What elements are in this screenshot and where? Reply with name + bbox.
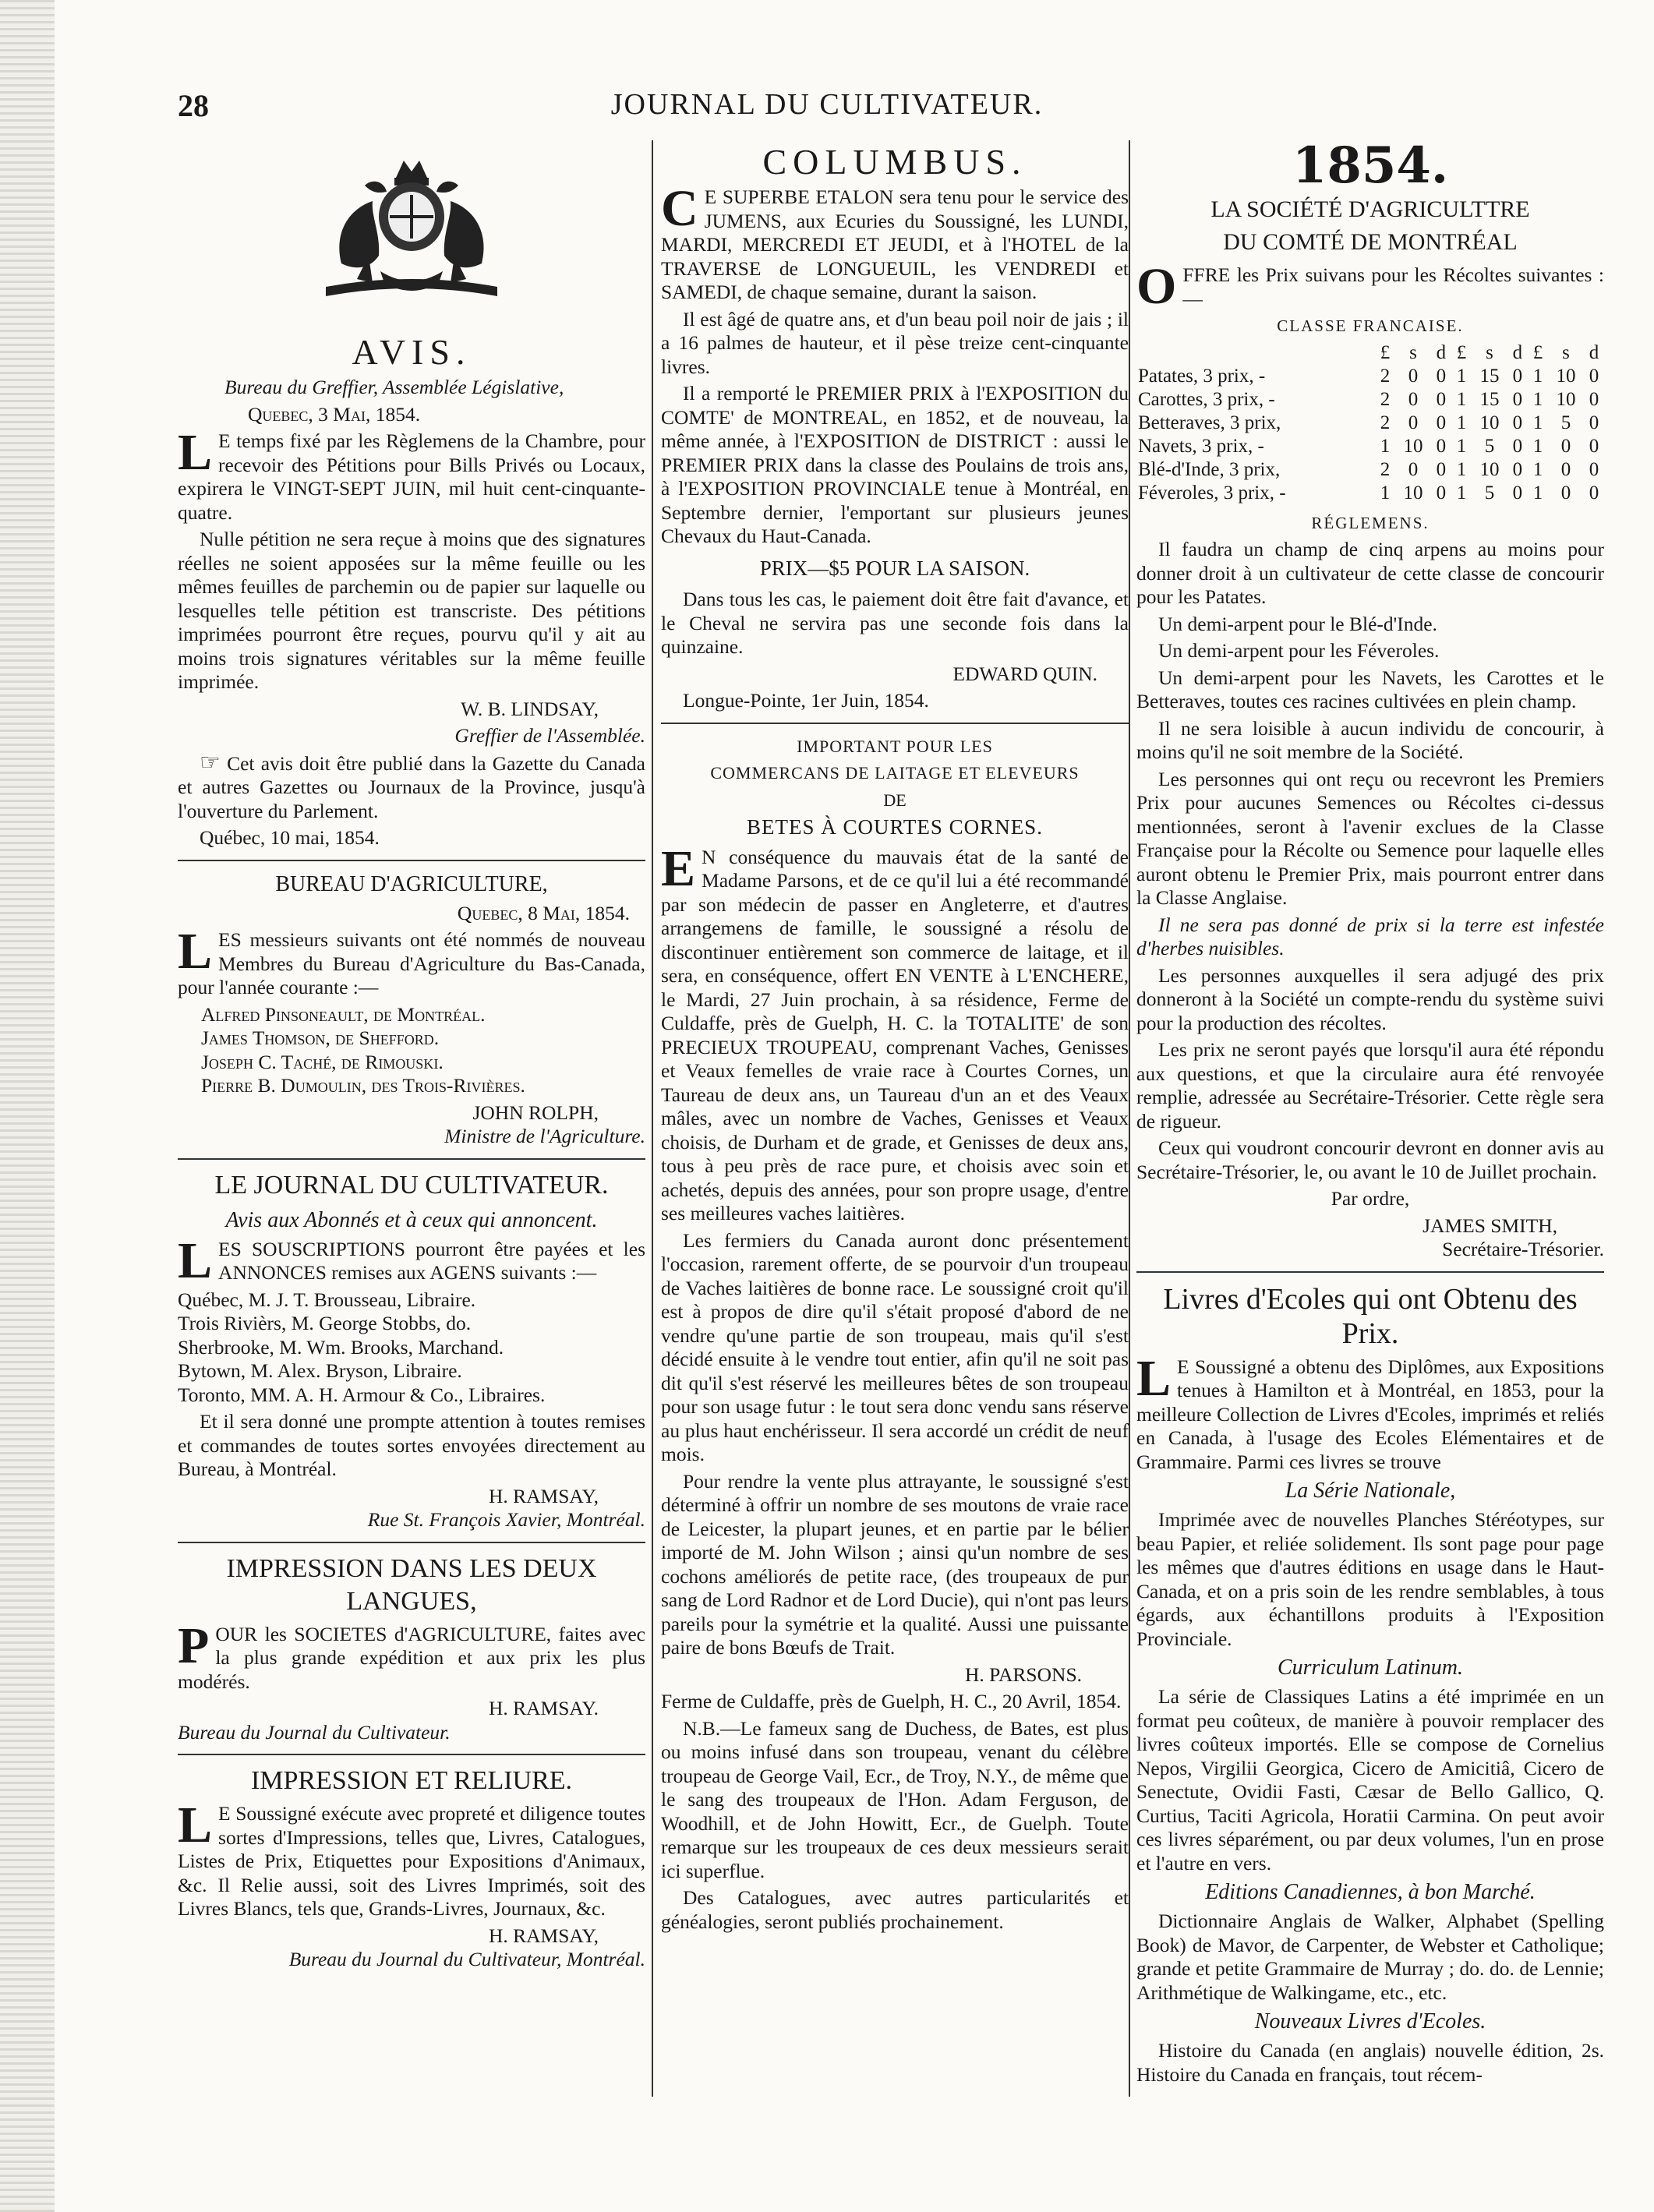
important-date: Ferme de Culdaffe, près de Guelph, H. C., 20 Avril, 1854. [661,1690,1122,1712]
bureau-title: BUREAU D'AGRICULTURE, [275,871,548,896]
drop-cap-l: L [178,1231,213,1289]
divider [178,1158,645,1160]
important-p3: Pour rendre la vente plus attrayante, le soussigné s'est déterminé à offrir un nombre de ses moutons de vraie race de Leicester, la plupart jeunes, et en partie par le bélier importé de M. John Wilson ; ainsi qu'un nombre de ses cochons améliorés de petite race, (des troupeaux de pur sang de Lord Radnor et de Lord Ducie), qui n'ont pas leurs pareils pour la symétrie et la qualité. Aussi une puissante paire de bons Bœufs de Trait. [661,1469,1129,1659]
reglement: Il ne sera loisible à aucun individu de concourir, à moins qu'il ne soit membre de la Société. [1136,716,1604,763]
important-nb: N.B.—Le fameux sang de Duchess, de Bates, est plus ou moins infusé dans son troupeau, venant du célèbre troupeau de George Vail, Ecr., de Troy, N.Y., de même que le sang des troupeaux de l'Hon. Adam Ferguson, de Woodhill, et de John Howitt, Ecr., de Guelph. Toute remarque sur les troupeaux de ces deux messieurs serait ici superflue. [661,1716,1129,1882]
prize-table-header: £ s d £ s d £ s d [1380,341,1599,363]
avis-office: Bureau du Greffier, Assemblée Législative, [224,376,564,398]
important-heading-1: IMPORTANT POUR LES [797,736,993,756]
divider [178,1754,645,1755]
drop-cap-o: O [1136,258,1177,315]
society-title-1: LA SOCIÉTÉ D'AGRICULTTRE [1210,196,1530,222]
column-rule-1 [652,140,653,2097]
divider [661,723,1129,724]
serie-title: La Série Nationale, [1285,1479,1456,1503]
reglement: Les prix ne seront payés que lorsqu'il aura été répondu aux questions, et que la circulaire aura été renvoyée remplie, adressée au Secrétaire-Trésorier. Cette règle sera de rigueur. [1136,1038,1604,1133]
reglement: Un demi-arpent pour les Féveroles. [1158,639,1440,662]
important-p2: Les fermiers du Canada auront donc présentement l'occasion, rarement offerte, de se pourvoir d'un troupeau de Vaches laitières de bonne race. Le soussigné croit qu'il est à propos de dire qu'il s'était proposé d'abord de ne vendre qu'une partie de son troupeau, mais qu'il s'est décidé ensuite à le vendre tout entier, afin qu'il ne soit pas dit qu'il s'est réservé les meilleures bêtes de son troupeau pour son usage futur : le tout sera donc vendu sans réserve au plus haut enchérisseur. Il sera accordé un crédit de neuf mois. [661,1228,1129,1465]
bureau-member: Alfred Pinsoneault, de Montréal. [201,1002,486,1026]
impression-body-2: L E Soussigné exécute avec propreté et diligence toutes sortes d'Impressions, telles que, Livres, Catalogues, Listes de Prix, Etiquettes pour Expositions d'Animaux, &c. Il Relie aussi, soit des Livres Imprimés, soit des Livres Blancs, tels que, Grands-Livres, Journaux, &c. [178,1797,645,1920]
bureau-signer-title: Ministre de l'Agriculture. [444,1125,645,1147]
columbus-title: COLUMBUS. [762,142,1027,182]
column-3 [1136,136,1604,2090]
agent: Trois Rivièrs, M. George Stobbs, do. [178,1312,472,1334]
scanned-page-edge [0,0,55,2212]
curriculum-title: Curriculum Latinum. [1277,1655,1464,1680]
page-number: 28 [178,88,209,123]
important-heading-2: COMMERCANS DE LAITAGE ET ELEVEURS [710,763,1080,783]
important-heading-4: BETES À COURTES CORNES. [747,815,1043,839]
column-2 [661,139,1129,1937]
drop-cap-l: L [178,424,213,481]
agent: Sherbrooke, M. Wm. Brooks, Marchand. [178,1335,504,1359]
royal-crest-icon [310,154,513,326]
nouveaux-body: Histoire du Canada (en anglais) nouvelle édition, 2s. Histoire du Canada en français, tout récem- [1136,2039,1604,2086]
par-ordre: Par ordre, [1331,1187,1410,1210]
drop-cap-l: L [178,923,213,980]
avis-title: AVIS. [352,332,472,372]
journal-subtitle: Avis aux Abonnés et à ceux qui annoncent. [225,1207,598,1232]
bureau-date: Quebec, 8 Mai, 1854. [457,901,630,924]
divider [178,860,645,861]
avis-date: Quebec, 3 Mai, 1854. [248,402,421,426]
reglement: Il faudra un champ de cinq arpens au moins pour donner droit à un cultivateur de cette classe de concourir pour les Patates. [1136,538,1604,608]
drop-cap-l: L [1136,1349,1172,1407]
drop-cap-c: C [661,180,698,237]
table-row: Betteraves, 3 prix, 2 0 0 1 10 0 1 5 0 [1138,412,1599,433]
agent: Québec, M. J. T. Brousseau, Libraire. [178,1288,476,1311]
reglemens-heading: RÉGLEMENS. [1311,513,1430,532]
divider [178,1542,645,1543]
bureau-member: James Thomson, de Shefford. [201,1026,440,1049]
reglement: Les personnes qui ont reçu ou recevront les Premiers Prix pour aucunes Semences ou Récoltes ci-dessus mentionnées, seront à l'avenir exclues de la Classe Française pour la Récolte ou Semence pour laquelle elles auront obtenu le Premier Prix, mais pourront entrer dans la Classe Anglaise. [1136,767,1604,909]
society-signer: JAMES SMITH, [1423,1214,1557,1237]
avis-note: ☞ Cet avis doit être publié dans la Gazette du Canada et autres Gazettes ou Journaux de la Province, jusqu'à l'ouverture du Parlement. [178,749,645,822]
society-intro: OFFRE les Prix suivans pour les Récoltes suivantes :— [1136,258,1604,315]
table-row: Blé-d'Inde, 3 prix, 2 0 0 1 10 0 1 0 0 [1138,458,1599,480]
column-1 [178,139,645,1975]
columbus-p1: C E SUPERBE ETALON sera tenu pour le service des JUMENS, aux Ecuries du Soussigné, les LUNDI, MARDI, MERCREDI ET JEUDI, et à l'HOTEL de la TRAVERSE de LONGUEUIL, les VENDREDI et SAMEDI, de chaque semaine, durant la saison. [661,180,1129,303]
journal-signer: H. RAMSAY, [488,1484,599,1507]
columbus-price: PRIX—$5 POUR LA SAISON. [759,556,1030,580]
livres-p1: L E Soussigné a obtenu des Diplômes, aux Expositions tenues à Hamilton et à Montréal, en 1853, pour la meilleure Collection de Livres d'Ecoles, imprimés et reliés en Canada, à l'usage des Ecoles Elémentaires et de Grammaire. Parmi ces livres se trouve [1136,1349,1604,1473]
columbus-date: Longue-Pointe, 1er Juin, 1854. [683,689,929,712]
impression-signer-2: H. RAMSAY, [488,1924,599,1947]
important-catalogues: Des Catalogues, avec autres particularités et généalogies, seront publiés prochainement. [661,1886,1129,1933]
pointing-hand-icon: ☞ [200,749,221,776]
drop-cap-e: E [661,839,696,897]
bureau-member: Pierre B. Dumoulin, des Trois-Rivières. [201,1074,525,1097]
columbus-signer: EDWARD QUIN. [952,662,1097,685]
agent: Toronto, MM. A. H. Armour & Co., Libraires. [178,1383,546,1406]
editions-body: Dictionnaire Anglais de Walker, Alphabet (Spelling Book) de Mavor, de Carpenter, de Webster et Catholique; grande et petite Grammaire de Murray ; do. do. de Lennie; Arithmétique de Walkingame, etc., etc. [1136,1910,1604,2004]
reglement: Un demi-arpent pour le Blé-d'Inde. [1158,612,1437,635]
avis-signer: W. B. LINDSAY, [461,697,599,720]
columbus-p2: Il est âgé de quatre ans, et d'un beau poil noir de jais ; il a 16 palmes de hauteur, et il pèse treize cent-cinquante livres. [661,307,1129,378]
curriculum-body: La série de Classiques Latins a été imprimée en un format peu coûteux, de manière à pouvoir remplacer des livres coûteux importés. Elle se compose de Cornelius Nepos, Virgilii Georgica, Cicero de Amicitiâ, Cicero de Senectute, Ovidii Fasti, Cæsar de Bello Gallico, Q. Curtius, Taciti Agricola, Horatii Carmina. On peut avoir ces livres séparément, ou par deux volumes, l'un en prose et l'autre en vers. [1136,1685,1604,1875]
society-title-2: DU COMTÉ DE MONTRÉAL [1223,229,1518,255]
avis-note-date: Québec, 10 mai, 1854. [200,826,380,849]
avis-body-2: Nulle pétition ne sera reçue à moins que des signatures réelles ne soient apposées sur la même feuille ou les mêmes feuilles de parchemin ou de papier sur laquelle ou lesquelles telle pétition est transcriste. Des pétitions imprimées pourront être reçues, pourvu qu'il y ait au moins trois signatures véritables sur la même feuille imprimée. [178,528,645,693]
classe-heading: CLASSE FRANCAISE. [1277,316,1464,335]
year-heading: 1854. [1292,136,1449,195]
journal-body: LES SOUSCRIPTIONS pourront être payées et les ANNONCES remises aux AGENS suivants :— [178,1231,645,1289]
avis-signer-title: Greffier de l'Assemblée. [454,724,645,747]
impression-address-1: Bureau du Journal du Cultivateur. [178,1720,451,1744]
impression-title-2: IMPRESSION ET RELIURE. [250,1766,573,1795]
serie-body: Imprimée avec de nouvelles Planches Stéréotypes, sur beau Papier, et reliée solidement. Ils sont page pour page les mêmes que d'autres éditions en usage dans le Haut-Canada, et on a pris soin de les rendre semblables, à tous égards, aux échantillons produits à l'Exposition Provinciale. [1136,1508,1604,1650]
impression-signer-1: H. RAMSAY. [488,1697,599,1719]
society-signer-title: Secrétaire-Trésorier. [1442,1238,1604,1260]
journal-body-2: Et il sera donné une prompte attention à toutes remises et commandes de toutes sortes envoyées directement au Bureau, à Montréal. [178,1410,645,1480]
reglement: Les personnes auxquelles il sera adjugé des prix donneront à la Société un compte-rendu du système suivi pour la production des récoltes. [1136,963,1604,1034]
agent: Bytown, M. Alex. Bryson, Libraire. [178,1359,462,1382]
reglement: Un demi-arpent pour les Navets, les Carottes et le Betteraves, toutes ces racines cultivées en plein champ. [1136,666,1604,712]
drop-cap-l: L [178,1797,213,1853]
columbus-p3: Il a remporté le PREMIER PRIX à l'EXPOSITION du COMTE' de MONTREAL, en 1852, et de nouveau, la même année, à l'EXPOSITION de DISTRICT : aussi le PREMIER PRIX dans la classe des Poulains de trois ans, à l'EXPOSITION PROVINCIALE tenue à Montréal, en Septembre dernier, l'emportant sur plusieurs jeunes Chevaux du Haut-Canada. [661,382,1129,547]
table-row: Féveroles, 3 prix, - 1 10 0 1 5 0 1 0 0 [1138,482,1599,504]
table-row: Patates, 3 prix, - 2 0 0 1 15 0 1 10 0 [1138,365,1599,387]
bureau-member: Joseph C. Taché, de Rimouski. [201,1050,444,1073]
important-heading-3: DE [883,790,907,810]
column-rule-2 [1129,140,1130,2097]
table-row: Navets, 3 prix, - 1 10 0 1 5 0 1 0 0 [1138,435,1599,457]
reglement: Ceux qui voudront concourir devront en donner avis au Secrétaire-Trésorier, le, ou avant le 10 de Juillet prochain. [1136,1136,1604,1183]
prize-table [1136,341,1604,505]
important-signer: H. PARSONS. [965,1663,1082,1686]
divider [1136,1271,1604,1273]
bureau-signer: JOHN ROLPH, [472,1101,599,1124]
impression-title-1: IMPRESSION DANS LES DEUX LANGUES, [226,1553,597,1616]
table-row: Carottes, 3 prix, - 2 0 0 1 15 0 1 10 0 [1138,388,1599,410]
important-p1: E N conséquence du mauvais état de la santé de Madame Parsons, et de ce qu'il lui a été recommandé par son médecin de passer en Angleterre, et d'autres arrangemens de famille, le soussigné a résolu de discontinuer entièrement son commerce de laitage, et il sera, en conséquence, offert EN VENTE à L'ENCHERE, le Mardi, 27 Juin prochain, à sa résidence, Ferme de Culdaffe, près de Guelph, H. C. la TOTALITE' de son PRECIEUX TROUPEAU, comprenant Vaches, Genisses et Veaux femelles de vraie race à Courtes Cornes, un Taureau de deux ans, un Taureau d'un an et des Veaux mâles, avec un nombre de Vaches, Genisses et Veaux choisis, de Durham et de grade, et Genisses de deux ans, tous à peu près de race pure, et choisis avec soin et achetés, depuis des années, pour son propre usage, d'entre ses meilleures vaches laitières. [661,839,1129,1224]
avis-body: L E temps fixé par les Règlemens de la Chambre, pour recevoir des Pétitions pour Bills Privés ou Locaux, expirera le VINGT-SEPT JUIN, mil huit cent-cinquante-quatre. [178,424,645,524]
bureau-body: LES messieurs suivants ont été nommés de nouveau Membres du Bureau d'Agriculture du Bas-Canada, pour l'année courante :— [178,923,645,998]
nouveaux-title: Nouveaux Livres d'Ecoles. [1254,2009,1486,2034]
impression-address-2: Bureau du Journal du Cultivateur, Montréal. [288,1948,645,1970]
page-header [0,87,1654,134]
journal-title: LE JOURNAL DU CULTIVATEUR. [214,1170,609,1200]
columbus-p4: Dans tous les cas, le paiement doit être fait d'avance, et le Cheval ne servira pas une seconde fois dans la quinzaine. [661,588,1129,658]
drop-cap-p: P [178,1617,210,1674]
journal-address: Rue St. François Xavier, Montréal. [367,1508,645,1531]
running-title: JOURNAL DU CULTIVATEUR. [610,88,1044,121]
editions-title: Editions Canadiennes, à bon Marché. [1205,1880,1536,1904]
impression-body-1: POUR les SOCIETES d'AGRICULTURE, faites avec la plus grande expédition et aux prix les plus modérés. [178,1617,645,1693]
livres-title: Livres d'Ecoles qui ont Obtenu des Prix. [1163,1282,1578,1350]
reglement: Il ne sera pas donné de prix si la terre est infestée d'herbes nuisibles. [1136,913,1604,959]
